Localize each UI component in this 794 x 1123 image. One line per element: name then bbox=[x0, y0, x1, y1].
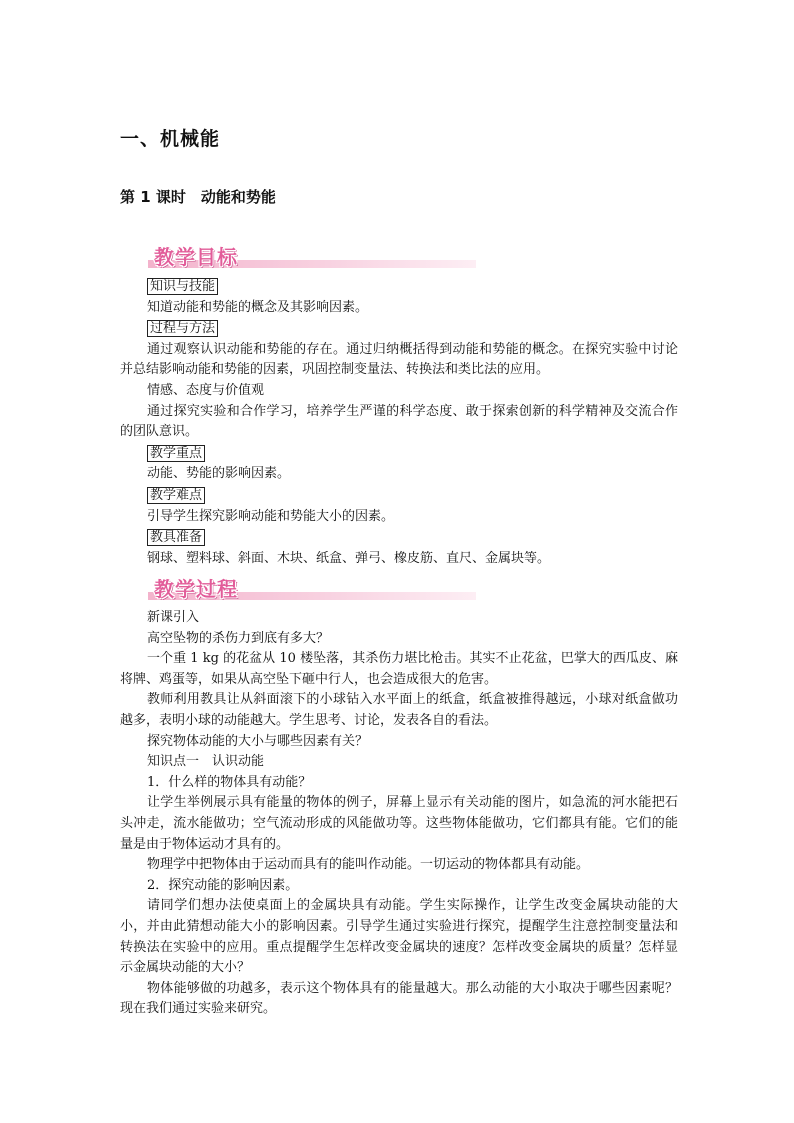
tools-heading: 教具准备 bbox=[147, 529, 205, 546]
numbered-item: 2．探究动能的影响因素。 bbox=[147, 877, 299, 893]
paragraph: 请同学们想办法使桌面上的金属块具有动能。学生实际操作，让学生改变金属块动能的大小，并由此猜想动能大小的影响因素。引导学生通过实验进行探究，提醒学生注意控制变量法和转换法在实验中的应用。重点提醒学生怎样改变金属块的速度？怎样改变金属块的质量？怎样显示金属块动能的大小？ bbox=[120, 898, 678, 976]
knowledge-text: 知道动能和势能的概念及其影响因素。 bbox=[147, 299, 369, 315]
key-points-text: 动能、势能的影响因素。 bbox=[147, 466, 291, 482]
objectives-banner-title: 教学目标 bbox=[154, 245, 238, 269]
intro-question: 高空坠物的杀伤力到底有多大？ bbox=[147, 630, 330, 646]
numbered-item: 1．什么样的物体具有动能？ bbox=[147, 774, 312, 790]
chapter-title: 一、机械能 bbox=[120, 128, 221, 150]
paragraph: 教师利用教具让从斜面滚下的小球钻入水平面上的纸盒，纸盒被推得越远，小球对纸盒做功越多，表明小球的动能越大。学生思考、讨论，发表各自的看法。 bbox=[120, 692, 678, 728]
process-content bbox=[120, 608, 678, 1020]
objectives-content bbox=[120, 276, 678, 569]
paragraph: 物理学中把物体由于运动而具有的能叫作动能。一切运动的物体都具有动能。 bbox=[147, 857, 590, 873]
difficulty-heading: 教学难点 bbox=[147, 487, 205, 504]
objectives-banner bbox=[148, 240, 476, 270]
paragraph: 让学生举例展示具有能量的物体的例子，屏幕上显示有关动能的图片，如急流的河水能把石头冲走，流水能做功；空气流动形成的风能做功等。这些物体能做功，它们都具有能。它们的能量是由于物体运动才具有的。 bbox=[120, 795, 678, 852]
emotion-text: 通过探究实验和合作学习，培养学生严谨的科学态度、敢于探索创新的科学精神及交流合作的团队意识。 bbox=[120, 403, 678, 440]
process-method-text: 通过观察认识动能和势能的存在。通过归纳概括得到动能和势能的概念。在探究实验中讨论并总结影响动能和势能的因素，巩固控制变量法、转换法和类比法的应用。 bbox=[120, 341, 678, 378]
difficulty-text: 引导学生探究影响动能和势能大小的因素。 bbox=[147, 508, 395, 524]
lesson-title: 第 1 课时 动能和势能 bbox=[120, 188, 276, 206]
inquiry-question: 探究物体动能的大小与哪些因素有关？ bbox=[147, 733, 369, 749]
paragraph: 一个重 1 kg 的花盆从 10 楼坠落，其杀伤力堪比枪击。其实不止花盆，巴掌大的西瓜皮、麻将牌、鸡蛋等，如果从高空坠下砸中行人，也会造成很大的危害。 bbox=[120, 651, 678, 687]
emotion-heading: 情感、态度与价值观 bbox=[147, 382, 265, 398]
intro-heading: 新课引入 bbox=[147, 610, 200, 625]
knowledge-point-heading: 知识点一 认识动能 bbox=[147, 754, 265, 770]
tools-text: 钢球、塑料球、斜面、木块、纸盒、弹弓、橡皮筋、直尺、金属块等。 bbox=[147, 550, 551, 566]
process-banner bbox=[148, 572, 476, 602]
process-banner-title: 教学过程 bbox=[154, 577, 238, 601]
paragraph: 物体能够做的功越多，表示这个物体具有的能量越大。那么动能的大小取决于哪些因素呢？现在我们通过实验来研究。 bbox=[120, 980, 678, 1017]
key-points-heading: 教学重点 bbox=[147, 445, 205, 462]
knowledge-heading: 知识与技能 bbox=[147, 278, 218, 295]
process-method-heading: 过程与方法 bbox=[147, 320, 218, 337]
